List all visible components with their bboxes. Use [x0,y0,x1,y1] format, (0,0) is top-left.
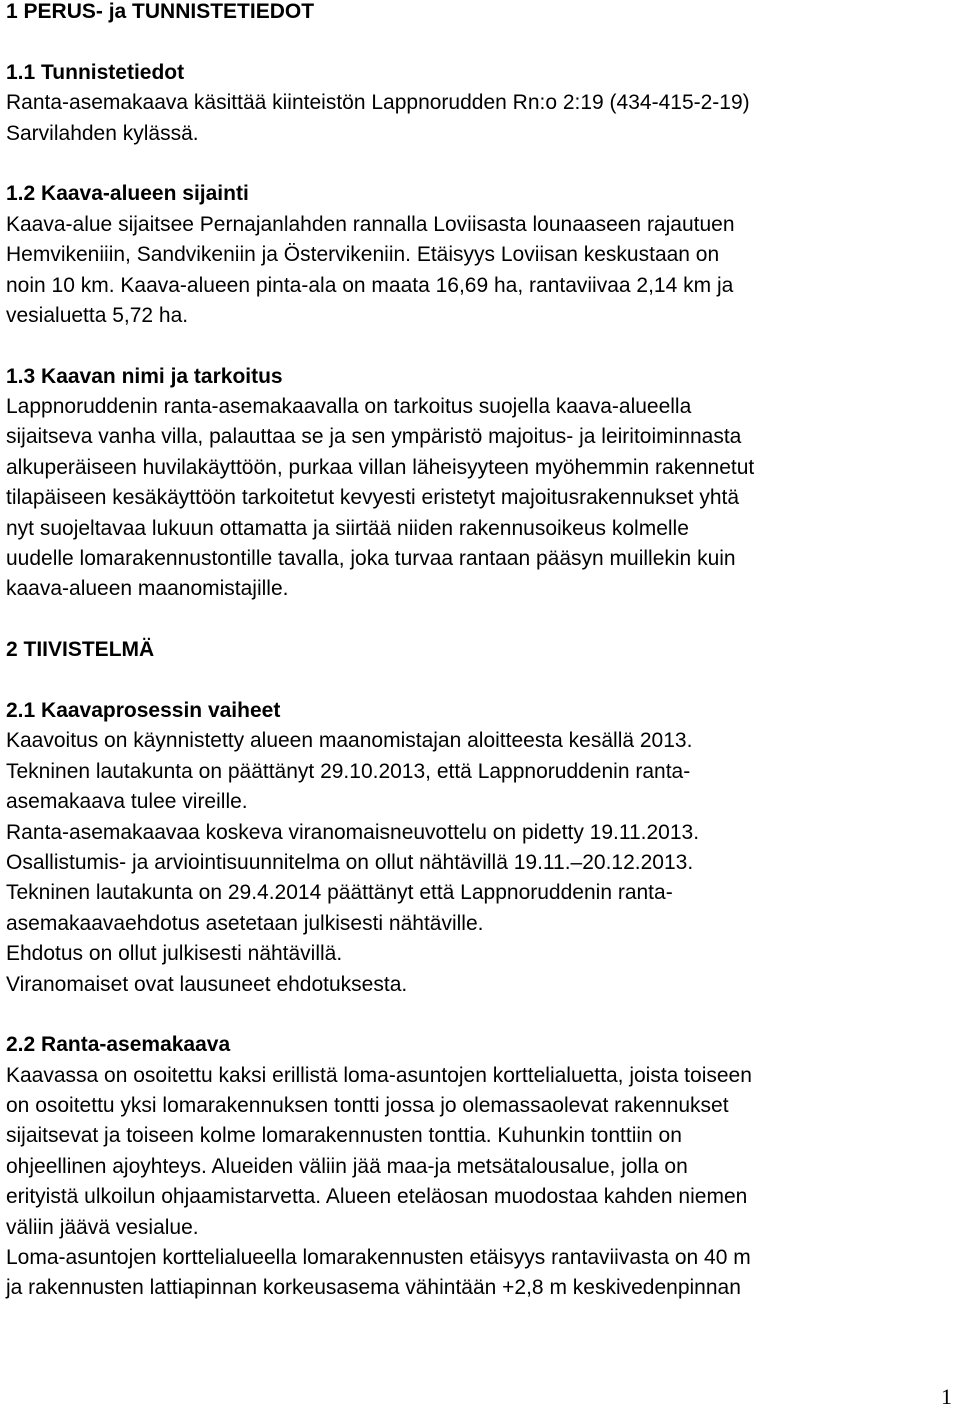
section-2-heading: 2 TIIVISTELMÄ [6,638,155,662]
document-page [6,0,954,1304]
paragraph-line: on osoitettu yksi lomarakennuksen tontti jossa jo olemassaolevat rakennukset [6,1094,729,1118]
paragraph-line: Kaava-alue sijaitsee Pernajanlahden rannalla Loviisasta lounaaseen rajautuen [6,212,735,236]
paragraph-line: alkuperäiseen huvilakäyttöön, purkaa villan läheisyyteen myöhemmin rakennetut [6,455,755,479]
paragraph-line: Tekninen lautakunta on 29.4.2014 päättänyt että Lappnoruddenin ranta- [6,881,673,905]
paragraph-line: Ehdotus on ollut julkisesti nähtävillä. [6,942,343,966]
paragraph-line: Loma-asuntojen korttelialueella lomarakennusten etäisyys rantaviivasta on 40 m [6,1246,751,1270]
paragraph-line: Tekninen lautakunta on päättänyt 29.10.2013, että Lappnoruddenin ranta- [6,759,691,783]
spacer [6,27,954,57]
spacer [6,331,954,361]
paragraph-line: Viranomaiset ovat lausuneet ehdotuksesta. [6,972,408,996]
paragraph-line: kaava-alueen maanomistajille. [6,577,289,601]
paragraph-line: väliin jäävä vesialue. [6,1215,199,1239]
paragraph-line: Kaavassa on osoitettu kaksi erillistä loma-asuntojen korttelialuetta, joista toiseen [6,1063,752,1087]
paragraph-line: ja rakennusten lattiapinnan korkeusasema vähintään +2,8 m keskivedenpinnan [6,1276,741,1300]
paragraph-line: nyt suojeltavaa lukuun ottamatta ja siirtää niiden rakennusoikeus kolmelle [6,516,689,540]
paragraph-line: uudelle lomarakennustontille tavalla, joka turvaa rantaan pääsyn muillekin kuin [6,547,736,571]
paragraph-line: Kaavoitus on käynnistetty alueen maanomistajan aloitteesta kesällä 2013. [6,729,693,753]
paragraph-line: ohjeellinen ajoyhteys. Alueiden väliin jää maa-ja metsätalousalue, jolla on [6,1154,688,1178]
paragraph-line: vesialuetta 5,72 ha. [6,303,189,327]
paragraph-line: Ranta-asemakaava käsittää kiinteistön Lappnorudden Rn:o 2:19 (434-415-2-19) [6,91,750,115]
paragraph-line: Sarvilahden kylässä. [6,121,199,145]
section-1-heading: 1 PERUS- ja TUNNISTETIEDOT [6,0,315,23]
subsection-2-1-heading: 2.1 Kaavaprosessin vaiheet [6,698,281,722]
spacer [6,666,954,696]
paragraph-line: Hemvikeniiin, Sandvikeniin ja Östervikeniin. Etäisyys Loviisan keskustaan on [6,243,720,267]
paragraph-line: Ranta-asemakaavaa koskeva viranomaisneuvottelu on pidetty 19.11.2013. [6,820,700,844]
subsection-2-2-heading: 2.2 Ranta-asemakaava [6,1033,231,1057]
page-number: 1 [941,1384,952,1409]
paragraph-line: Lappnoruddenin ranta-asemakaavalla on tarkoitus suojella kaava-alueella [6,395,692,419]
paragraph-line: Osallistumis- ja arviointisuunnitelma on ollut nähtävillä 19.11.–20.12.2013. [6,850,694,874]
subsection-1-1-heading: 1.1 Tunnistetiedot [6,60,185,84]
paragraph-line: tilapäiseen kesäkäyttöön tarkoitetut kevyesti eristetyt majoitusrakennukset yhtä [6,486,740,510]
spacer [6,1000,954,1030]
subsection-1-2-heading: 1.2 Kaava-alueen sijainti [6,182,249,206]
spacer [6,149,954,179]
spacer [6,605,954,635]
paragraph-line: sijaitseva vanha villa, palauttaa se ja sen ympäristö majoitus- ja leiritoiminnasta [6,425,742,449]
paragraph-line: erityistä ulkoilun ohjaamistarvetta. Alueen eteläosan muodostaa kahden niemen [6,1185,748,1209]
paragraph-line: asemakaavaehdotus asetetaan julkisesti nähtäville. [6,911,484,935]
paragraph-line: noin 10 km. Kaava-alueen pinta-ala on maata 16,69 ha, rantaviivaa 2,14 km ja [6,273,734,297]
subsection-1-3-heading: 1.3 Kaavan nimi ja tarkoitus [6,364,283,388]
paragraph-line: asemakaava tulee vireille. [6,790,248,814]
paragraph-line: sijaitsevat ja toiseen kolme lomarakennusten tonttia. Kuhunkin tonttiin on [6,1124,682,1148]
